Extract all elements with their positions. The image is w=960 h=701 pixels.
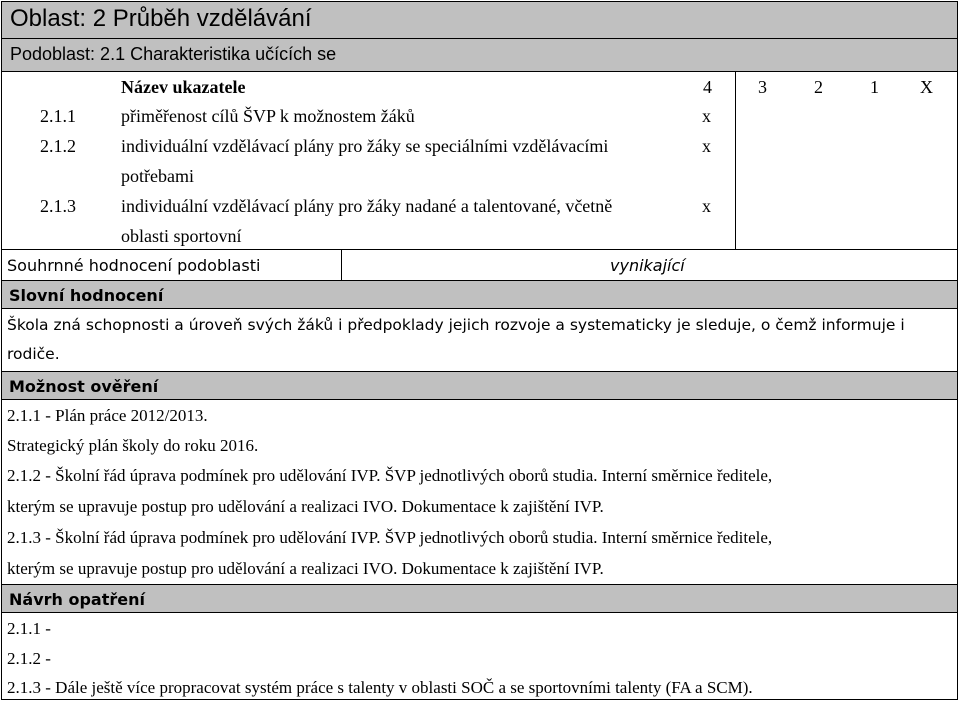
score-column-4: 4 <box>703 77 712 97</box>
indicator-text: potřebami <box>121 166 194 186</box>
subarea-title: Podoblast: 2.1 Charakteristika učících se <box>10 44 337 64</box>
indicator-code: 2.1.2 <box>40 136 76 156</box>
table-divider <box>735 72 736 249</box>
verification-item: Strategický plán školy do roku 2016. <box>7 436 259 455</box>
verbal-heading: Slovní hodnocení <box>9 286 164 305</box>
area-header <box>2 2 957 39</box>
measure-item: 2.1.2 - <box>7 649 51 668</box>
score-column-2: 2 <box>814 77 823 97</box>
measure-item: 2.1.3 - Dále ještě více propracovat systém práce s talenty v oblasti SOČ a se sportovními talenty (FA a SCM). <box>7 678 753 697</box>
indicator-code: 2.1.1 <box>40 106 76 126</box>
verification-item: 2.1.1 - Plán práce 2012/2013. <box>7 406 208 425</box>
indicator-text: oblasti sportovní <box>121 226 242 246</box>
summary-divider <box>341 249 342 280</box>
indicator-code: 2.1.3 <box>40 196 76 216</box>
indicator-text: individuální vzdělávací plány pro žáky nadané a talentované, včetně <box>121 196 613 216</box>
measures-header <box>2 584 957 613</box>
score-column-x: X <box>920 77 933 97</box>
verification-item: kterým se upravuje postup pro udělování a realizaci IVO. Dokumentace k zajištění IVP. <box>7 497 604 516</box>
verbal-text: rodiče. <box>7 345 60 363</box>
indicator-text: individuální vzdělávací plány pro žáky se speciálními vzdělávacími <box>121 136 609 156</box>
measures-heading: Návrh opatření <box>9 590 145 609</box>
verbal-text: Škola zná schopnosti a úroveň svých žáků i předpoklady jejich rozvoje a systematicky je sleduje, o čemž informuje i <box>7 316 905 334</box>
evaluation-document <box>1 1 958 700</box>
summary-top-border <box>2 249 957 250</box>
verbal-header <box>2 280 957 309</box>
verification-heading: Možnost ověření <box>9 377 159 396</box>
indicator-name-header: Název ukazatele <box>121 77 246 97</box>
measure-item: 2.1.1 - <box>7 619 51 638</box>
summary-value: vynikající <box>610 256 685 275</box>
subarea-header <box>2 39 957 72</box>
score-mark: x <box>702 136 711 156</box>
verification-item: kterým se upravuje postup pro udělování a realizaci IVO. Dokumentace k zajištění IVP. <box>7 559 604 578</box>
area-title: Oblast: 2 Průběh vzdělávání <box>10 5 312 32</box>
score-mark: x <box>702 106 711 126</box>
score-column-3: 3 <box>758 77 767 97</box>
verification-item: 2.1.3 - Školní řád úprava podmínek pro udělování IVP. ŠVP jednotlivých oborů studia. Interní směrnice ředitele, <box>7 528 773 547</box>
indicator-text: přiměřenost cílů ŠVP k možnostem žáků <box>121 106 415 126</box>
score-column-1: 1 <box>870 77 879 97</box>
verification-header <box>2 371 957 400</box>
verification-item: 2.1.2 - Školní řád úprava podmínek pro udělování IVP. ŠVP jednotlivých oborů studia. Interní směrnice ředitele, <box>7 466 773 485</box>
summary-label: Souhrnné hodnocení podoblasti <box>7 256 261 275</box>
score-mark: x <box>702 196 711 216</box>
